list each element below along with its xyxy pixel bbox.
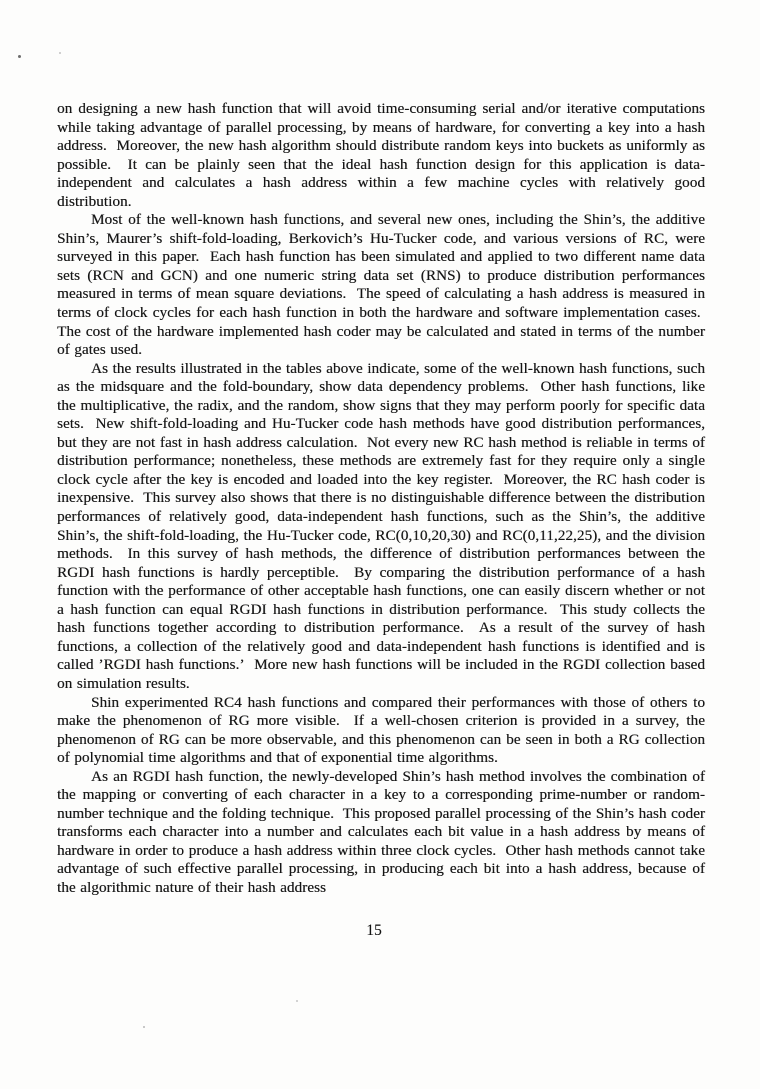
paragraph: on designing a new hash function that will avoid time-consuming serial and/or iterative computations while taking advantage of parallel processing, by means of hardware, for converting a key into a hash address. Moreover, the new hash algorithm should distribute random keys into buckets as uniformly as possible. It can be plainly seen that the ideal hash function design for this application is data-independent and calculates a hash address within a few machine cycles with relatively good distribution. xyxy=(57,100,705,210)
paragraph: Shin experimented RC4 hash functions and compared their performances with those of others to make the phenomenon of RG more visible. If a well-chosen criterion is provided in a survey, the phenomenon of RG can be more observable, and this phenomenon can be seen in both a RG collection of polynomial time algorithms and that of exponential time algorithms. xyxy=(57,693,705,767)
scan-speck xyxy=(59,52,61,54)
scan-speck xyxy=(296,1000,298,1002)
scan-speck xyxy=(143,1026,145,1028)
paragraph: As an RGDI hash function, the newly-developed Shin’s hash method involves the combination of the mapping or converting of each character in a key to a corresponding prime-number or random-number technique and the folding technique. This proposed parallel processing of the Shin’s hash coder transforms each character into a number and calculates each bit value in a hash address by means of hardware in order to produce a hash address within three clock cycles. Other hash methods cannot take advantage of such effective parallel processing, in producing each bit into a hash address, because of the algorithmic nature of their hash address xyxy=(57,767,705,896)
page-body xyxy=(57,100,705,898)
page-number: 15 xyxy=(366,922,382,939)
paragraph: Most of the well-known hash functions, and several new ones, including the Shin’s, the additive Shin’s, Maurer’s shift-fold-loading, Berkovich’s Hu-Tucker code, and various versions of RC, were surveyed in this paper. Each hash function has been simulated and applied to two different name data sets (RCN and GCN) and one numeric string data set (RNS) to produce distribution performances measured in terms of mean square deviations. The speed of calculating a hash address is measured in terms of clock cycles for each hash function in both the hardware and software implementation cases. The cost of the hardware implemented hash coder may be calculated and stated in terms of the number of gates used. xyxy=(57,211,705,359)
paragraph: As the results illustrated in the tables above indicate, some of the well-known hash functions, such as the midsquare and the fold-boundary, show data dependency problems. Other hash functions, like the multiplicative, the radix, and the random, show signs that they may perform poorly for specific data sets. New shift-fold-loading and Hu-Tucker code hash methods have good distribution performances, but they are not fast in hash address calculation. Not every new RC hash method is reliable in terms of distribution performance; nonetheless, these methods are extremely fast for they require only a single clock cycle after the key is encoded and loaded into the key register. Moreover, the RC hash coder is inexpensive. This survey also shows that there is no distinguishable difference between the distribution performances of relatively good, data-independent hash functions, such as the Shin’s, the additive Shin’s, the shift-fold-loading, the Hu-Tucker code, RC(0,10,20,30) and RC(0,11,22,25), and the division methods. In this survey of hash methods, the difference of distribution performances between the RGDI hash functions is hardly perceptible. By comparing the distribution performance of a hash function with the performance of other acceptable hash functions, one can easily discern whether or not a hash function can equal RGDI hash functions in distribution performance. This study collects the hash functions together according to distribution performance. As a result of the survey of hash functions, a collection of the relatively good and data-independent hash functions is identified and is called ’RGDI hash functions.’ More new hash functions will be included in the RGDI collection based on simulation results. xyxy=(57,359,705,692)
scan-speck xyxy=(18,55,21,58)
